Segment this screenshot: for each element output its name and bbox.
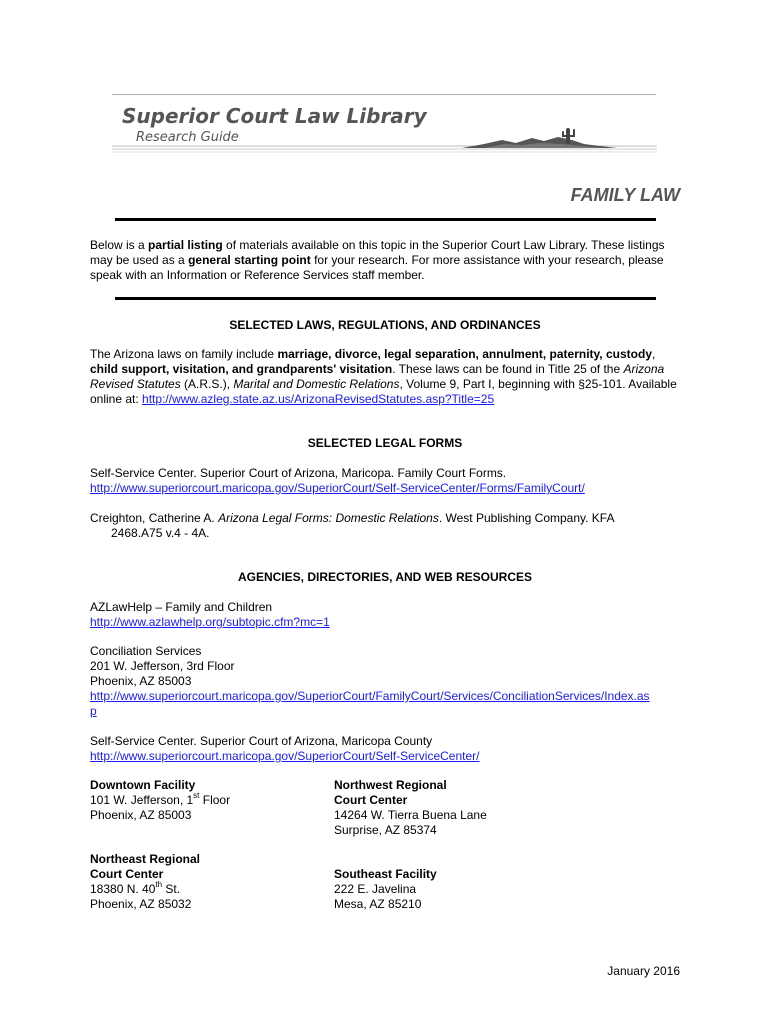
intro-paragraph [90,238,680,283]
northwest-name-2: Court Center [334,793,408,807]
intro-text-2: of materials available on this topic in the Superior Court Law Library. These listings may be used as a [90,238,665,267]
forms-item-2-publisher: . West Publishing Company. KFA [438,511,615,525]
downtown-address-1 [90,793,320,808]
rule-1 [115,218,656,221]
forms-heading: SELECTED LEGAL FORMS [307,436,463,450]
northeast-name-2: Court Center [90,867,164,881]
rule-2 [115,297,656,300]
downtown-facility [90,778,320,823]
southeast-address-2: Mesa, AZ 85210 [334,897,422,911]
northwest-facility [334,778,634,838]
forms-item-1-text: Self-Service Center. Superior Court of Arizona, Maricopa. Family Court Forms. [90,466,507,480]
downtown-addr-sup: st [193,791,200,800]
forms-item-2-title: Arizona Legal Forms: Domestic Relations [218,511,439,525]
northeast-addr-sup: th [155,880,163,889]
self-service-link[interactable]: http://www.superiorcourt.maricopa.gov/SuperiorCourt/Self-ServiceCenter/ [90,749,480,763]
laws-italic-2: Marital and Domestic Relations [233,377,400,391]
northeast-address-2: Phoenix, AZ 85032 [90,897,192,911]
page-topic-title: FAMILY LAW [570,185,680,205]
laws-text-5: , Volume 9, Part I, beginning with §25-101. Available online at: [90,377,677,406]
northeast-name-1: Northeast Regional [90,852,201,866]
intro-text-1: Below is a [90,238,149,252]
laws-text-1: The Arizona laws on family include [90,347,278,361]
self-service-text: Self-Service Center. Superior Court of Arizona, Maricopa County [90,734,433,748]
northeast-addr-pre: 18380 N. 40 [90,882,156,896]
downtown-addr-pre: 101 W. Jefferson, 1 [90,793,194,807]
laws-text-3: . These laws can be found in Title 25 of the [392,362,624,376]
family-court-forms-link[interactable]: http://www.superiorcourt.maricopa.gov/SuperiorCourt/Self-ServiceCenter/Forms/FamilyCourt/ [90,481,585,495]
azlawhelp-link[interactable]: http://www.azlawhelp.org/subtopic.cfm?mc=1 [90,615,330,629]
intro-bold-2: general starting point [188,253,311,267]
southeast-name: Southeast Facility [334,867,437,881]
northwest-name-1: Northwest Regional [334,778,447,792]
forms-item-2 [90,511,680,526]
forms-item-2-callno: 2468.A75 v.4 - 4A. [111,526,210,540]
intro-text-3: for your research. For more assistance with your research, please speak with an Information or Reference Services staff member. [90,253,664,282]
southeast-address-1: 222 E. Javelina [334,882,417,896]
header-top-rule [112,94,656,95]
agencies-heading: AGENCIES, DIRECTORIES, AND WEB RESOURCES [237,570,533,584]
laws-heading: SELECTED LAWS, REGULATIONS, AND ORDINANCES [229,318,541,332]
conciliation-address-1: 201 W. Jefferson, 3rd Floor [90,659,235,673]
downtown-address-2: Phoenix, AZ 85003 [90,808,192,822]
azlawhelp-name: AZLawHelp – Family and Children [90,600,273,614]
northwest-address-1: 14264 W. Tierra Buena Lane [334,808,487,822]
forms-item-2-author: Creighton, Catherine A. [90,511,219,525]
laws-italic-1: Arizona Revised Statutes [90,362,665,391]
laws-paragraph [90,347,680,407]
downtown-addr-post: Floor [199,793,231,807]
conciliation-link-cont[interactable]: p [90,704,97,718]
arizona-statutes-link[interactable]: http://www.azleg.state.az.us/ArizonaRevisedStatutes.asp?Title=25 [142,392,495,406]
conciliation-link[interactable]: http://www.superiorcourt.maricopa.gov/SuperiorCourt/FamilyCourt/Services/ConciliationServices/Index.as [90,689,650,703]
desert-landscape-logo [112,122,657,160]
laws-bold-1: marriage, divorce, legal separation, annulment, paternity, custody [277,347,652,361]
laws-text-4: (A.R.S.), [180,377,234,391]
northwest-address-2: Surprise, AZ 85374 [334,823,437,837]
conciliation-address-2: Phoenix, AZ 85003 [90,674,192,688]
northeast-addr-post: St. [162,882,181,896]
laws-bold-2: child support, visitation, and grandparents' visitation [90,362,393,376]
downtown-name: Downtown Facility [90,778,196,792]
southeast-facility [334,867,634,912]
research-guide-subtitle: Research Guide [136,130,239,145]
footer-date: January 2016 [607,964,680,978]
northeast-facility [90,852,320,912]
laws-text-2: , [652,347,656,361]
conciliation-name: Conciliation Services [90,644,202,658]
intro-bold-1: partial listing [148,238,223,252]
northeast-address-1 [90,882,320,897]
library-title: Superior Court Law Library [122,104,427,128]
